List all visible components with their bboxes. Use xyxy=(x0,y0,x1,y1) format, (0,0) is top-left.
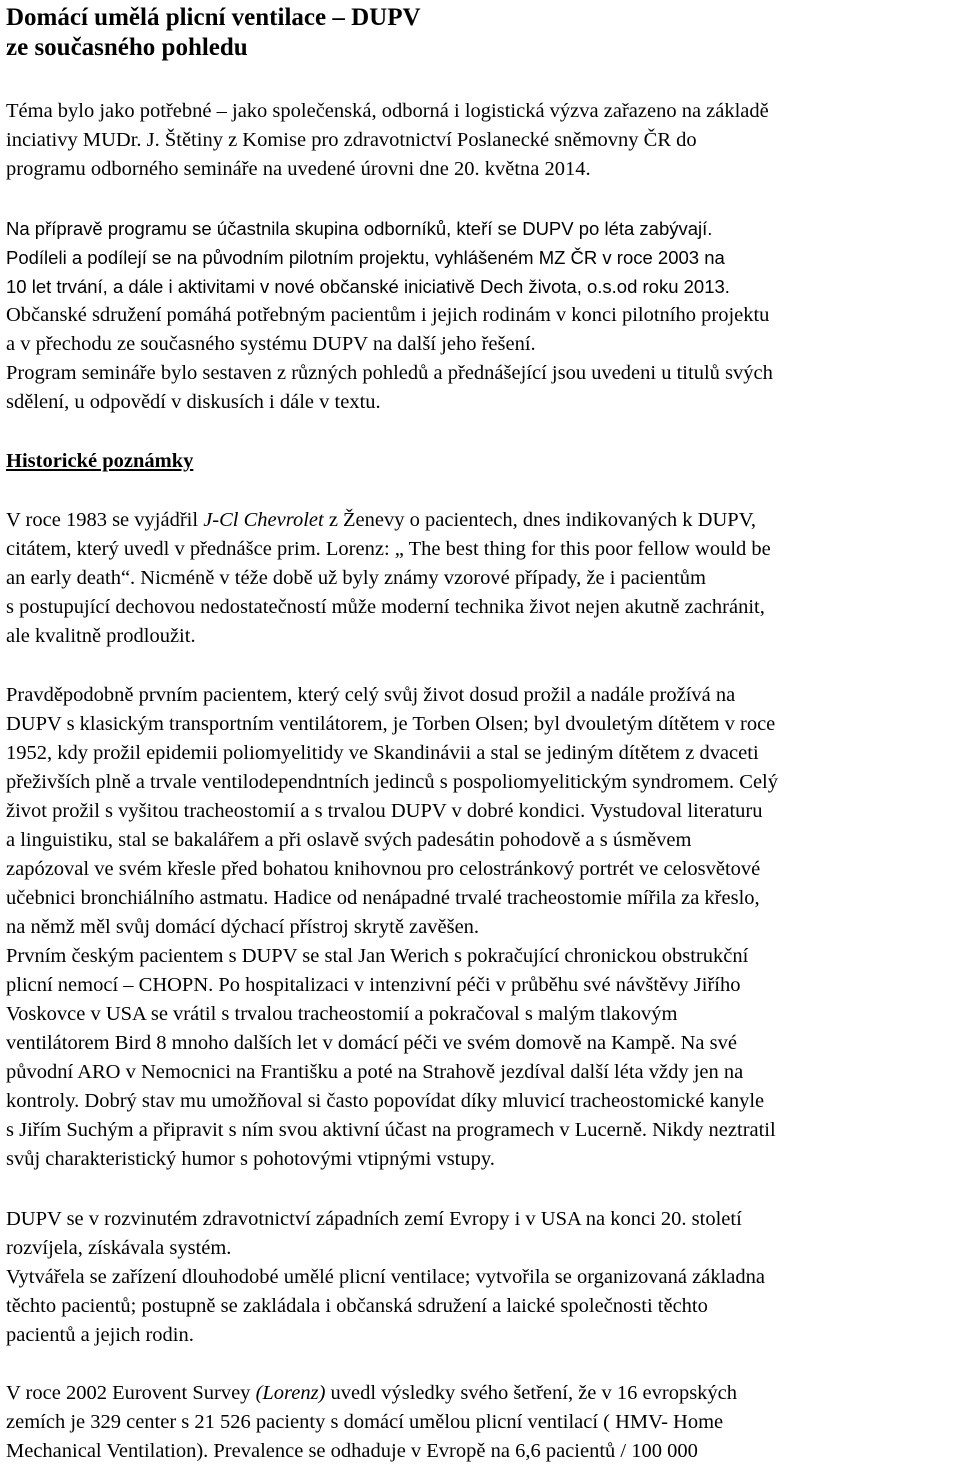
first-patient-line: život prožil s vyšitou tracheostomií a s trvalou DUPV v dobré kondici. Vystudoval literaturu xyxy=(6,800,763,822)
eurovent-text: V roce 2002 Eurovent Survey xyxy=(6,1382,256,1404)
eurovent-text: uvedl výsledky svého šetření, že v 16 evropských xyxy=(325,1382,738,1404)
history-line: ale kvalitně prodloužit. xyxy=(6,625,196,647)
first-patient-line: 1952, kdy prožil epidemii poliomyelitidy ve Skandinávii a stal se jediným dítětem z dvaceti xyxy=(6,742,759,764)
preparation-line: sdělení, u odpovědí v diskusích i dále v textu. xyxy=(6,391,381,413)
first-patient-line: a linguistiku, stal se bakalářem a při oslavě svých padesátin pohodově a s úsměvem xyxy=(6,829,692,851)
history-line: citátem, který uvedl v přednášce prim. Lorenz: „ The best thing for this poor fellow would be xyxy=(6,538,771,560)
first-patient-line: kontroly. Dobrý stav mu umožňoval si často popovídat díky mluvicí tracheostomické kanyle xyxy=(6,1090,765,1112)
first-patient-line: původní ARO v Nemocnici na Františku a poté na Strahově jezdíval další léta vždy jen na xyxy=(6,1061,744,1083)
first-patient-line: s Jiřím Suchým a připravit s ním svou aktivní účast na programech v Lucerně. Nikdy neztratil xyxy=(6,1119,776,1141)
intro-line: Téma bylo jako potřebné – jako společenská, odborná i logistická výzva zařazeno na základě xyxy=(6,100,769,122)
western-line: těchto pacientů; postupně se zakládala i občanská sdružení a laické společnosti těchto xyxy=(6,1295,708,1317)
first-patient-line: svůj charakteristický humor s pohotovými vtipnými vstupy. xyxy=(6,1148,495,1170)
first-patient-line: na němž měl svůj domácí dýchací přístroj skrytě zavěšen. xyxy=(6,916,480,938)
eurovent-line: zemích je 329 center s 21 526 pacienty s domácí umělou plicní ventilací ( HMV- Home xyxy=(6,1411,724,1433)
eurovent-line: Mechanical Ventilation). Prevalence se odhaduje v Evropě na 6,6 pacientů / 100 000 xyxy=(6,1440,698,1462)
history-text: V roce 1983 se vyjádřil xyxy=(6,509,204,531)
preparation-line: Na přípravě programu se účastnila skupina odborníků, kteří se DUPV po léta zabývají. xyxy=(6,218,713,239)
history-text: z Ženevy o pacientech, dnes indikovaných k DUPV, xyxy=(323,509,756,531)
preparation-line: Podíleli a podílejí se na původním pilotním projektu, vyhlášeném MZ ČR v roce 2003 na xyxy=(6,247,725,268)
first-patient-line: zapózoval ve svém křesle před bohatou knihovnou pro celostránkový portrét ve celosvětové xyxy=(6,858,761,880)
history-line: s postupující dechovou nedostatečností může moderní technika život nejen akutně zachránit, xyxy=(6,596,765,618)
western-line: Vytvářela se zařízení dlouhodobé umělé plicní ventilace; vytvořila se organizovaná základna xyxy=(6,1266,765,1288)
first-patient-line: Prvním českým pacientem s DUPV se stal Jan Werich s pokračující chronickou obstrukční xyxy=(6,945,749,967)
document-title-line-1: Domácí umělá plicní ventilace – DUPV xyxy=(6,4,421,31)
first-patient-line: Pravděpodobně prvním pacientem, který celý svůj život dosud prožil a nadále prožívá na xyxy=(6,684,736,706)
intro-line: programu odborného semináře na uvedené úrovni dne 20. května 2014. xyxy=(6,158,591,180)
western-line: DUPV se v rozvinutém zdravotnictví západních zemí Evropy i v USA na konci 20. století xyxy=(6,1208,742,1230)
preparation-line: a v přechodu ze současného systému DUPV na další jeho řešení. xyxy=(6,333,536,355)
document-title-line-2: ze současného pohledu xyxy=(6,34,248,61)
western-line: pacientů a jejich rodin. xyxy=(6,1324,194,1346)
history-name-italic: J-Cl Chevrolet xyxy=(203,509,324,531)
eurovent-author-italic: (Lorenz) xyxy=(255,1382,326,1404)
preparation-line: 10 let trvání, a dále i aktivitami v nové občanské iniciativě Dech života, o.s.od roku 2013. xyxy=(6,276,730,297)
first-patient-line: DUPV s klasickým transportním ventilátorem, je Torben Olsen; byl dvouletým dítětem v roce xyxy=(6,713,776,735)
first-patient-line: přeživších plně a trvale ventilodependntních jedinců s pospoliomyelitickým syndromem. Celý xyxy=(6,771,778,793)
intro-line: inciativy MUDr. J. Štětiny z Komise pro zdravotnictví Poslanecké sněmovny ČR do xyxy=(6,129,697,151)
eurovent-line xyxy=(6,1379,737,1408)
preparation-line: Občanské sdružení pomáhá potřebným pacientům i jejich rodinám v konci pilotního projektu xyxy=(6,304,770,326)
first-patient-line: ventilátorem Bird 8 mnoho dalších let v domácí péči ve svém domově na Kampě. Na své xyxy=(6,1032,737,1054)
history-line xyxy=(6,506,756,535)
western-line: rozvíjela, získávala systém. xyxy=(6,1237,232,1259)
first-patient-line: plicní nemocí – CHOPN. Po hospitalizaci v intenzivní péči v průběhu své návštěvy Jiřího xyxy=(6,974,741,996)
first-patient-line: Voskovce v USA se vrátil s trvalou tracheostomií a pokračoval s malým tlakovým xyxy=(6,1003,678,1025)
history-line: an early death“. Nicméně v téže době už byly známy vzorové případy, že i pacientům xyxy=(6,567,706,589)
section-heading-history: Historické poznámky xyxy=(6,450,194,472)
preparation-line: Program semináře bylo sestaven z různých pohledů a přednášející jsou uvedeni u titulů svých xyxy=(6,362,773,384)
first-patient-line: učebnici bronchiálního astmatu. Hadice od nenápadné trvalé tracheostomie mířila za křeslo, xyxy=(6,887,760,909)
